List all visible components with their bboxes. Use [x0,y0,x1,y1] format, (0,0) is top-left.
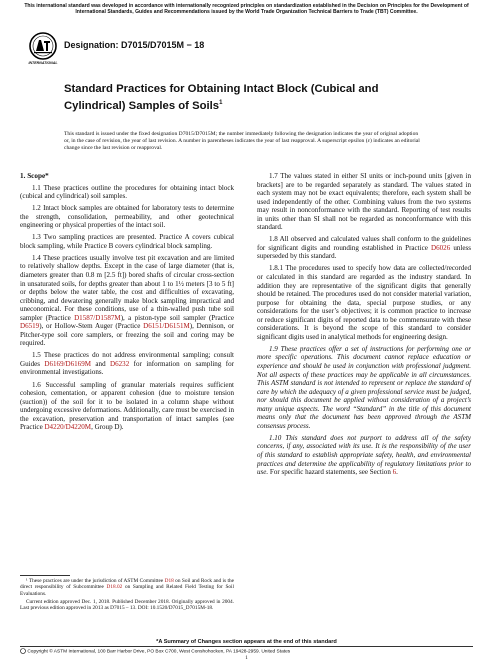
scope-heading: 1. Scope* [20,172,49,180]
ref-link[interactable]: D1587/D1587M [74,313,121,322]
page-number: 1 [245,655,248,661]
ref-link[interactable]: D6232 [110,359,130,368]
summary-note: *A Summary of Changes section appears at the end of this standard [156,639,337,645]
ref-link[interactable]: D6519 [20,322,40,331]
copyright-line [20,648,473,654]
paragraph-1-4: 1.4 These practices usually involve test pit excavation and are limited to relatively shallow depths. Except in the case of large diameter (that is, diameters greater than 0.8 m [2.5 ft]) bored shafts of circular cross-section in unsaturated soils, for depths greater than about 1 to 1½ meters [3 to 5 ft] or depths below the water table, the cost and difficulties of excavating, cribbing, and dewatering generally make block sampling impractical and uneconomical. For these conditions, use of a thin-walled push tube soil sampler (Practice D1587/D1587M), a piston-type soil sampler (Practice D6519), or Hollow-Stem Auger (Practice D6151/D6151M), Dennison, or Pitcher-type soil core samplers, or freezing the soil and coring may be required. [20,253,235,348]
paragraph-1-6: 1.6 Successful sampling of granular materials requires sufficient cohesion, cementation, or apparent cohesion (due to moisture tension (suction)) of the soil for it to be isolated in a column shape without undergoing excessive deformations. Additionally, care must be exercised in the excavation, preservation and transportation of intact samples (see Practice D4220/D4220M, Group D). [20,380,234,432]
designation: Designation: D7015/D7015M − 18 [64,40,205,50]
ref-link[interactable]: D6169/D6169M [44,359,91,368]
wto-notice: This international standard was developed in accordance with internationally recognized principles on standardization established in the Decision on Principles for the Development of International Standards, Guides and Recommendations issued by the World Trade Organization Technical Barriers to Trade (TBT) Committee. [24,3,469,16]
footnote-1: ¹ These practices are under the jurisdiction of ASTM Committee D18 on Soil and Rock and is the direct responsibility of Subcommittee D18.02 on Sampling and Related Field Testing for Soil Evaluations. [20,578,234,597]
paragraph-1-9: 1.9 These practices offer a set of instructions for performing one or more specific operations. This document cannot replace education or experience and should be used in conjunction with professional judgment. Not all aspects of these practices may be applicable in all circumstances. This ASTM standard is not intended to represent or replace the standard of care by which the adequacy of a given professional service must be judged, nor should this document be applied without consideration of a project’s many unique aspects. The word “Standard” in the title of this document means only that the document has been approved through the ASTM consensus process. [257,344,471,430]
ref-link[interactable]: D18.02 [106,584,123,591]
ref-link[interactable]: D18 [164,578,174,584]
astm-logo-icon [28,30,58,70]
title-text: Standard Practices for Obtaining Intact Block (Cubical and Cylindrical) Samples of Soils [64,83,379,112]
footnote-2: Current edition approved Dec. 1, 2018. Published December 2018. Originally approved in 2004. Last previous edition approved in 2013 as D7015 – 13. DOI: 10.1520/D7015_D7015M-18. [20,598,234,612]
ref-link[interactable]: D4220/D4220M [44,423,92,432]
footer-rule [20,646,473,647]
section-link[interactable]: 6 [392,468,397,477]
paragraph-1-8: 1.8 All observed and calculated values shall conform to the guidelines for significant digits and rounding established in Practice D6026 unless superseded by this standard. [257,235,471,261]
paragraph-1-1: 1.1 These practices outline the procedures for obtaining intact block (cubical and cylindrical) soil samples. [20,183,234,201]
paragraph-1-5: 1.5 These practices do not address environmental sampling; consult Guides D6169/D6169M and D6232 for information on sampling for environmental investigations. [20,351,234,377]
paragraph-1-8-1: 1.8.1 The procedures used to specify how data are collected/recorded or calculated in this standard are regarded as the industry standard. In addition they are representative of the significant digits that generally should be retained. The procedures used do not consider material variation, purpose for obtaining the data, special purpose studies, or any considerations for the user’s objectives; it is common practice to increase or reduce significant digits of reported data to be commensurate with these considerations. It is beyond the scope of this standard to consider significant digits used in analytical methods for engineering design. [257,264,471,341]
paragraph-1-7: 1.7 The values stated in either SI units or inch-pound units [given in brackets] are to be regarded separately as standard. The values stated in each system may not be exact equivalents; therefore, each system shall be used independently of the other. Combining values from the two systems may result in nonconformance with the standard. Reporting of test results in units other than SI shall not be regarded as nonconformance with this standard. [257,172,471,232]
footnote-rule [20,575,70,576]
copyright-text: Copyright © ASTM International, 100 Barr Harbor Drive, PO Box C700, West Conshohocken, PA 19428-2959. United States [27,649,291,655]
paragraph-1-10: 1.10 This standard does not purport to address all of the safety concerns, if any, associated with its use. It is the responsibility of the user of this standard to establish appropriate safety, health, and environmental practices and determine the applicability of regulatory limitations prior to use. For specific hazard statements, see Section 6. [257,433,471,477]
ref-link[interactable]: D6151/D6151M [143,322,190,331]
ref-link[interactable]: D6026 [431,243,451,252]
right-column [257,172,471,480]
title-footnote-mark[interactable]: 1 [219,99,223,106]
astm-small-logo-icon [20,649,26,654]
page-title [64,83,424,113]
left-column [20,172,234,435]
footnotes [20,578,234,613]
paragraph-1-2: 1.2 Intact block samples are obtained for laboratory tests to determine the strength, consolidation, permeability, and other geotechnical engineering or physical properties of the intact soil. [20,204,234,230]
issue-note: This standard is issued under the fixed designation D7015/D7015M; the number immediately following the designation indicates the year of original adoption or, in the case of revision, the year of last revision. A number in parentheses indicates the year of last reapproval. A superscript epsilon (ε) indicates an editorial change since the last revision or reapproval. [64,131,420,152]
paragraph-1-3: 1.3 Two sampling practices are presented. Practice A covers cubical block sampling, while Practice B covers cylindrical block sampling. [20,233,234,250]
logo-text: INTERNATIONAL [28,61,58,65]
